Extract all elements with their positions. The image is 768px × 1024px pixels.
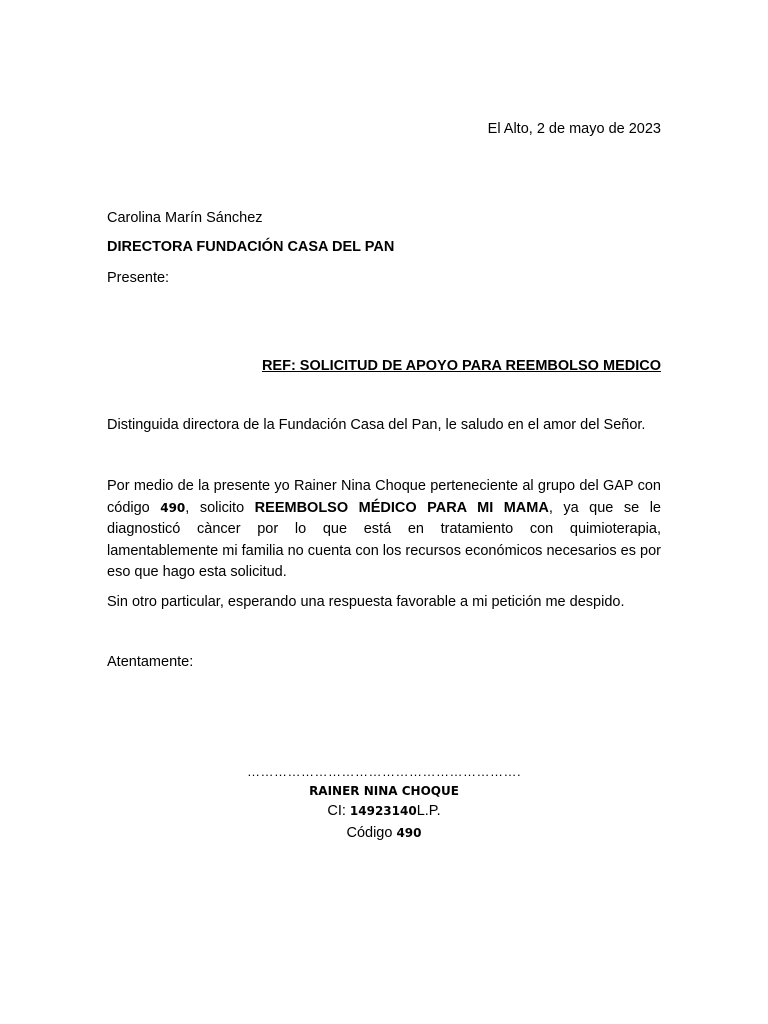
recipient-name: Carolina Marín Sánchez (107, 210, 263, 226)
body-paragraph (107, 476, 661, 584)
atentamente-label: Atentamente: (107, 654, 194, 670)
letter-date: El Alto, 2 de mayo de 2023 (487, 121, 661, 137)
body-text-3: , ya que se le diagnosticó càncer por lo que está en tratamiento con quimioterapia, lamentablemente mi familia no cuenta con los recursos económicos necesarios es por eso que hago esta solicitud. (107, 499, 661, 580)
body-emphasis: REEMBOLSO MÉDICO PARA MI MAMA (254, 499, 549, 516)
code-label: Código (346, 825, 397, 841)
body-text-2: , solicito (185, 499, 255, 516)
code-number: 490 (396, 826, 422, 840)
greeting-paragraph: Distinguida directora de la Fundación Casa del Pan, le saludo en el amor del Señor. (107, 417, 646, 433)
recipient-title: DIRECTORA FUNDACIÓN CASA DEL PAN (107, 239, 395, 255)
ci-number: 14923140 (349, 804, 417, 818)
reference-line: REF: SOLICITUD DE APOYO PARA REEMBOLSO MEDICO (261, 358, 661, 374)
ci-suffix: L.P. (416, 803, 441, 819)
closing-paragraph: Sin otro particular, esperando una respuesta favorable a mi petición me despido. (107, 594, 625, 610)
body-text-1: Por medio de la presente yo Rainer Nina Choque perteneciente al grupo del GAP con código (107, 478, 661, 516)
signatory-ci (0, 803, 768, 819)
signatory-name: RAINER NINA CHOQUE (309, 784, 459, 798)
signatory-code (0, 825, 768, 841)
ci-label: CI: (327, 803, 350, 819)
body-code: 490 (160, 500, 186, 515)
signature-line: ……………………………………………………. (246, 764, 522, 779)
presente-label: Presente: (107, 270, 170, 286)
